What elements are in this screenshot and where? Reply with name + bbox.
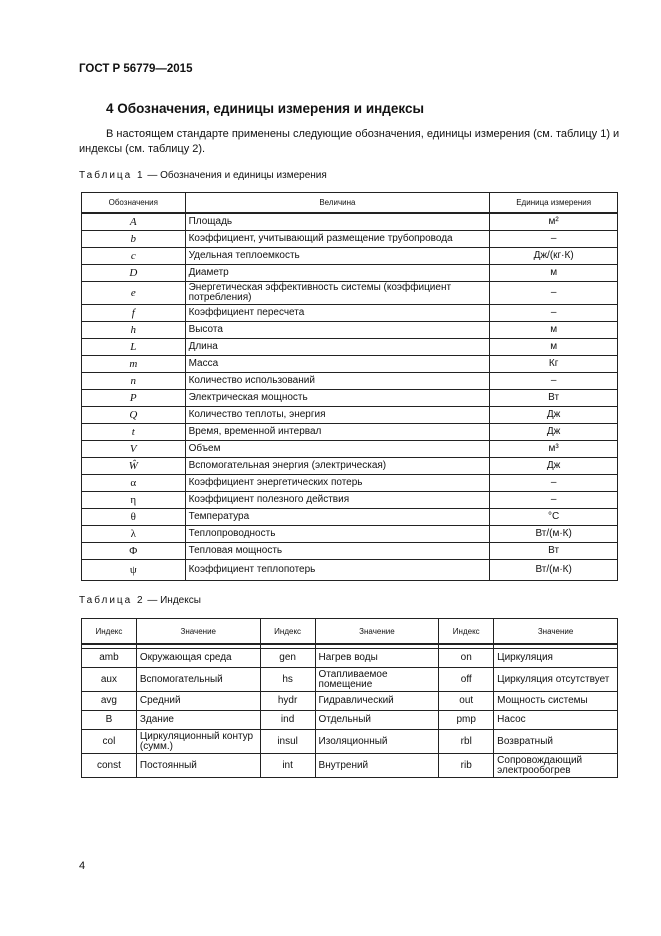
symbol-cell: e xyxy=(82,282,186,305)
table-row xyxy=(82,282,618,305)
table-row xyxy=(82,339,618,356)
index-cell: insul xyxy=(260,730,315,754)
meaning-cell: Циркуляция отсутствует xyxy=(494,668,618,692)
table-row xyxy=(82,692,618,711)
symbol-cell: A xyxy=(82,213,186,231)
index-cell: pmp xyxy=(439,711,494,730)
table1-caption-prefix: Таблица 1 xyxy=(79,170,145,181)
meaning-cell: Изоляционный xyxy=(315,730,439,754)
symbol-cell: t xyxy=(82,424,186,441)
column-header: Индекс xyxy=(82,619,137,645)
table-row xyxy=(82,526,618,543)
unit-cell: Дж xyxy=(490,424,618,441)
table2-caption-prefix: Таблица 2 xyxy=(79,595,145,606)
unit-cell: – xyxy=(490,231,618,248)
meaning-cell: Гидравлический xyxy=(315,692,439,711)
unit-cell: – xyxy=(490,492,618,509)
index-cell: int xyxy=(260,754,315,778)
quantity-cell: Вспомогательная энергия (электрическая) xyxy=(185,458,490,475)
quantity-cell: Коэффициент теплопотерь xyxy=(185,560,490,581)
unit-cell: Дж xyxy=(490,458,618,475)
meaning-cell: Нагрев воды xyxy=(315,649,439,668)
table-row xyxy=(82,407,618,424)
table-row xyxy=(82,475,618,492)
column-header: Значение xyxy=(315,619,439,645)
table-row xyxy=(82,711,618,730)
symbol-cell: α xyxy=(82,475,186,492)
symbol-cell: L xyxy=(82,339,186,356)
unit-cell: – xyxy=(490,282,618,305)
section-title: 4 Обозначения, единицы измерения и индексы xyxy=(106,101,424,116)
unit-cell: Дж xyxy=(490,407,618,424)
meaning-cell: Вспомогательный xyxy=(136,668,260,692)
meaning-cell: Здание xyxy=(136,711,260,730)
quantity-cell: Время, временной интервал xyxy=(185,424,490,441)
quantity-cell: Коэффициент, учитывающий размещение трубопровода xyxy=(185,231,490,248)
index-cell: B xyxy=(82,711,137,730)
unit-cell: – xyxy=(490,373,618,390)
quantity-cell: Диаметр xyxy=(185,265,490,282)
quantity-cell: Коэффициент пересчета xyxy=(185,305,490,322)
index-cell: const xyxy=(82,754,137,778)
column-header: Единица измерения xyxy=(490,193,618,214)
symbol-cell: λ xyxy=(82,526,186,543)
symbol-cell: m xyxy=(82,356,186,373)
index-cell: hs xyxy=(260,668,315,692)
page-number: 4 xyxy=(79,860,86,872)
table1-caption xyxy=(79,170,327,181)
table-row xyxy=(82,231,618,248)
table-header-row xyxy=(82,619,618,645)
symbol-cell: f xyxy=(82,305,186,322)
table-row xyxy=(82,492,618,509)
unit-cell: м xyxy=(490,322,618,339)
unit-cell: °C xyxy=(490,509,618,526)
meaning-cell: Внутрений xyxy=(315,754,439,778)
unit-cell: Кг xyxy=(490,356,618,373)
column-header: Значение xyxy=(136,619,260,645)
symbol-cell: n xyxy=(82,373,186,390)
table-row xyxy=(82,356,618,373)
index-cell: aux xyxy=(82,668,137,692)
index-cell: off xyxy=(439,668,494,692)
meaning-cell: Окружающая среда xyxy=(136,649,260,668)
table-row xyxy=(82,390,618,407)
unit-cell: м² xyxy=(490,213,618,231)
unit-cell: – xyxy=(490,475,618,492)
unit-cell: Вт xyxy=(490,543,618,560)
symbol-cell: Ŵ xyxy=(82,458,186,475)
table-row xyxy=(82,668,618,692)
unit-cell: – xyxy=(490,305,618,322)
index-cell: gen xyxy=(260,649,315,668)
column-header: Индекс xyxy=(439,619,494,645)
symbols-table-body xyxy=(82,213,618,581)
quantity-cell: Тепловая мощность xyxy=(185,543,490,560)
unit-cell: Дж/(кг·К) xyxy=(490,248,618,265)
unit-cell: Вт/(м·К) xyxy=(490,526,618,543)
table-row xyxy=(82,248,618,265)
quantity-cell: Электрическая мощность xyxy=(185,390,490,407)
unit-cell: Вт/(м·К) xyxy=(490,560,618,581)
meaning-cell: Сопровождающий электрообогрев xyxy=(494,754,618,778)
intro-text: В настоящем стандарте применены следующие обозначения, единицы измерения (см. таблицу 1) и индексы (см. таблицу 2). xyxy=(79,128,620,155)
table-row xyxy=(82,754,618,778)
symbol-cell: ψ xyxy=(82,560,186,581)
index-cell: ind xyxy=(260,711,315,730)
column-header: Величина xyxy=(185,193,490,214)
unit-cell: м³ xyxy=(490,441,618,458)
index-cell: amb xyxy=(82,649,137,668)
indices-table-body xyxy=(82,644,618,778)
quantity-cell: Объем xyxy=(185,441,490,458)
quantity-cell: Количество использований xyxy=(185,373,490,390)
table-row xyxy=(82,373,618,390)
index-cell: hydr xyxy=(260,692,315,711)
symbol-cell: Φ xyxy=(82,543,186,560)
quantity-cell: Длина xyxy=(185,339,490,356)
table2-caption xyxy=(79,595,201,606)
table-row xyxy=(82,305,618,322)
table-row xyxy=(82,322,618,339)
symbols-table xyxy=(81,192,618,581)
quantity-cell: Высота xyxy=(185,322,490,339)
column-header: Индекс xyxy=(260,619,315,645)
meaning-cell: Средний xyxy=(136,692,260,711)
table-row xyxy=(82,509,618,526)
symbol-cell: θ xyxy=(82,509,186,526)
table-row xyxy=(82,458,618,475)
index-cell: out xyxy=(439,692,494,711)
symbol-cell: η xyxy=(82,492,186,509)
table-row xyxy=(82,543,618,560)
index-cell: col xyxy=(82,730,137,754)
quantity-cell: Коэффициент энергетических потерь xyxy=(185,475,490,492)
meaning-cell: Насос xyxy=(494,711,618,730)
quantity-cell: Масса xyxy=(185,356,490,373)
table-row xyxy=(82,265,618,282)
unit-cell: Вт xyxy=(490,390,618,407)
index-cell: rbl xyxy=(439,730,494,754)
meaning-cell: Отдельный xyxy=(315,711,439,730)
meaning-cell: Возвратный xyxy=(494,730,618,754)
quantity-cell: Площадь xyxy=(185,213,490,231)
symbol-cell: c xyxy=(82,248,186,265)
unit-cell: м xyxy=(490,265,618,282)
quantity-cell: Коэффициент полезного действия xyxy=(185,492,490,509)
document-header: ГОСТ Р 56779—2015 xyxy=(79,63,193,75)
quantity-cell: Количество теплоты, энергия xyxy=(185,407,490,424)
meaning-cell: Циркуляция xyxy=(494,649,618,668)
unit-cell: м xyxy=(490,339,618,356)
table-row xyxy=(82,730,618,754)
quantity-cell: Температура xyxy=(185,509,490,526)
index-cell: avg xyxy=(82,692,137,711)
column-header: Обозначения xyxy=(82,193,186,214)
table1-caption-text: — Обозначения и единицы измерения xyxy=(144,170,327,181)
table-row xyxy=(82,213,618,231)
table-header-row xyxy=(82,193,618,214)
column-header: Значение xyxy=(494,619,618,645)
quantity-cell: Удельная теплоемкость xyxy=(185,248,490,265)
quantity-cell: Теплопроводность xyxy=(185,526,490,543)
meaning-cell: Отапливаемое помещение xyxy=(315,668,439,692)
symbol-cell: Q xyxy=(82,407,186,424)
index-cell: rib xyxy=(439,754,494,778)
meaning-cell: Постоянный xyxy=(136,754,260,778)
symbol-cell: P xyxy=(82,390,186,407)
meaning-cell: Циркуляционный контур (сумм.) xyxy=(136,730,260,754)
indices-table xyxy=(81,618,618,778)
symbol-cell: b xyxy=(82,231,186,248)
intro-paragraph xyxy=(79,127,624,157)
symbol-cell: h xyxy=(82,322,186,339)
quantity-cell: Энергетическая эффективность системы (коэффициент потребления) xyxy=(185,282,490,305)
table-row xyxy=(82,441,618,458)
symbol-cell: V xyxy=(82,441,186,458)
table-row xyxy=(82,560,618,581)
symbol-cell: D xyxy=(82,265,186,282)
meaning-cell: Мощность системы xyxy=(494,692,618,711)
index-cell: on xyxy=(439,649,494,668)
table2-caption-text: — Индексы xyxy=(144,595,201,606)
table-row xyxy=(82,424,618,441)
table-row xyxy=(82,649,618,668)
